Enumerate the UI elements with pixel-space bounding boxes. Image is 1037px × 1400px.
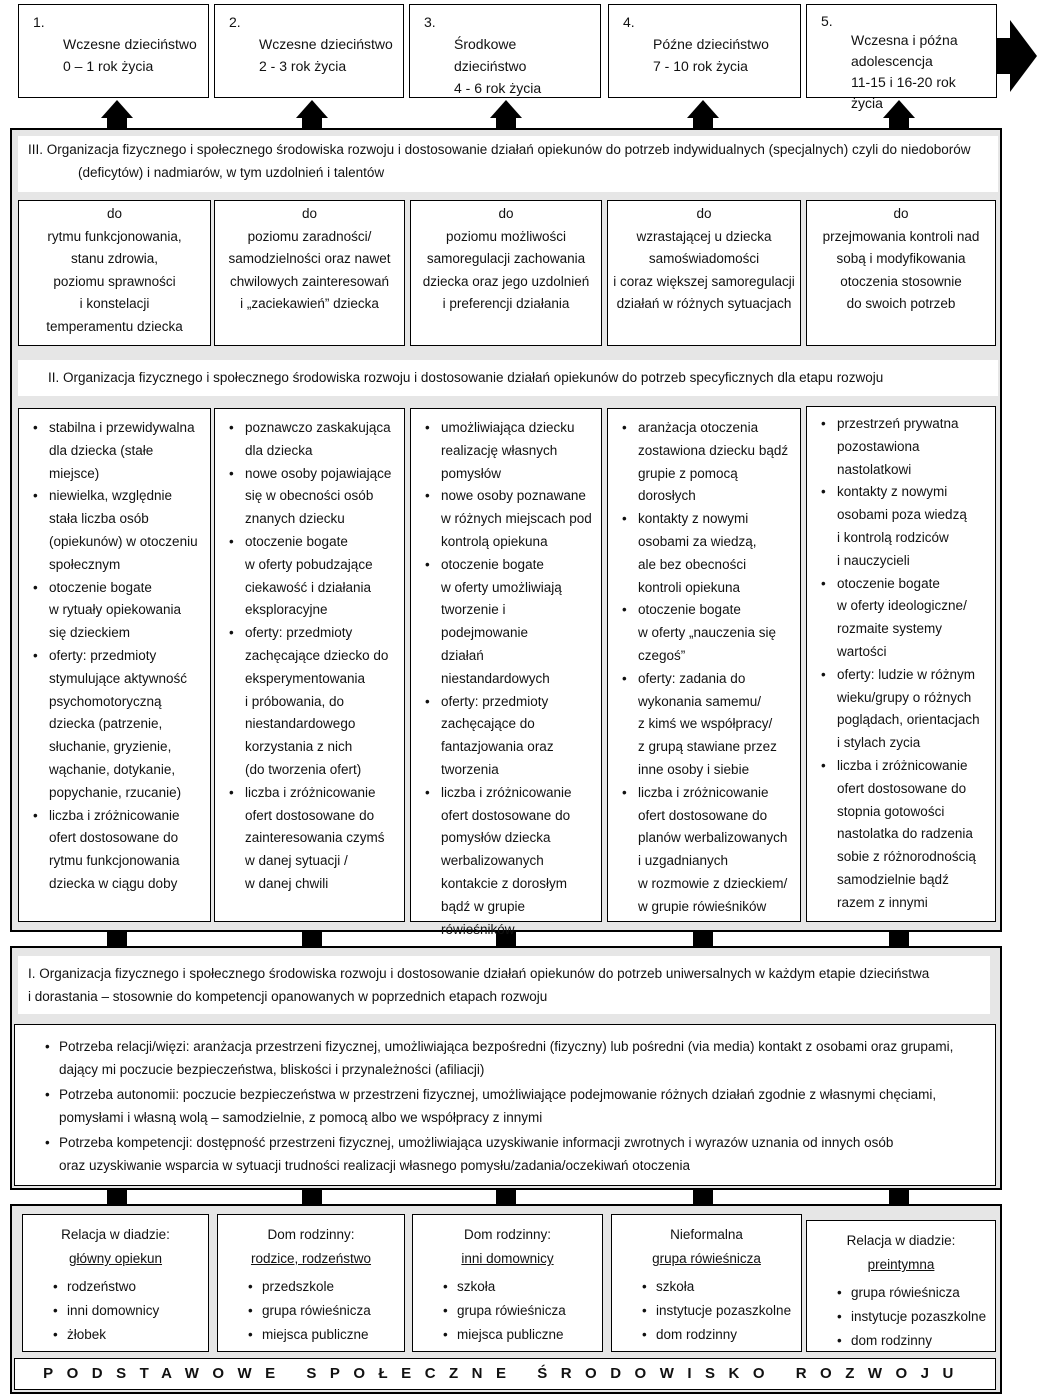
environment-list-item: • szkoła (413, 1275, 602, 1299)
level2-item-line: zainteresowania czymś (245, 830, 385, 846)
level3-cell-line: samoregulacji zachowania (426, 251, 586, 266)
footer-text: PODSTAWOWE SPOŁECZNE ŚRODOWISKO ROZWOJU (43, 1365, 967, 1382)
stage-box (214, 4, 404, 98)
connector-bar (302, 118, 322, 128)
level2-item-line: ofert dostosowane do (638, 807, 768, 823)
level2-item-line: nastolatka do radzenia (837, 826, 973, 842)
level2-item-line: osobami za wiedzą, (638, 533, 757, 549)
environment-subheading: inni domownicy (461, 1251, 554, 1266)
level2-item-line: eksploracyjne (245, 602, 328, 618)
environment-box (806, 1220, 996, 1352)
environment-list-item: • miejsca publiczne (218, 1323, 404, 1347)
environment-list-item: • dom rodzinny (807, 1329, 995, 1353)
level2-item-line: popychanie, rzucanie) (49, 784, 182, 800)
environment-heading: Relacja w diadzie: (846, 1233, 956, 1248)
level2-item-line: nastolatkowi (837, 461, 912, 477)
level2-item-line: • otoczenie bogate (245, 533, 348, 549)
level3-cell (806, 200, 996, 346)
stage-box (409, 4, 601, 98)
level2-item-line: dziecka w ciągu doby (49, 875, 178, 891)
level3-title-line1: III. Organizacja fizycznego i społecznego środowiska rozwoju i dostosowanie działań opiekunów do potrzeb indywidualnych (specjalnych) czyli do niedoborów (28, 142, 971, 157)
connector-bar (496, 118, 516, 128)
environment-list (218, 1275, 404, 1347)
level2-list-item (421, 691, 595, 782)
footer-title (14, 1358, 996, 1390)
level2-item-line: kontroli opiekuna (638, 579, 741, 595)
level2-item-line: z grupą stawiane przez (638, 739, 777, 755)
level2-list-item (618, 508, 794, 599)
level2-list-item (817, 413, 989, 481)
level2-item-line: w danej sytuacji / (245, 853, 348, 869)
level2-list-item (618, 782, 794, 919)
level3-cell-line: i coraz większej samoregulacji (613, 273, 795, 289)
universal-needs-list (45, 1035, 981, 1177)
level2-column (607, 408, 801, 922)
level3-cell-line: i preferencji działania (442, 296, 570, 311)
level3-cell-line: i konstelacji (79, 296, 150, 311)
level2-item-line: bądź w grupie (441, 898, 526, 914)
level2-item-line: i uzgadnianych (638, 853, 729, 869)
level2-item-line: • poznawczo zaskakująca (245, 420, 391, 435)
stage-number: 1. (33, 14, 45, 30)
level2-item-line: • niewielka, względnie (49, 488, 173, 504)
level2-item-line: i kontrolą rodziców (837, 529, 949, 545)
level2-item-line: i stylach zycia (837, 735, 921, 751)
level2-item-line: czegoś” (638, 647, 686, 663)
level2-item-line: słuchanie, gryzienie, (49, 739, 172, 755)
level2-title-text: II. Organizacja fizycznego i społecznego środowiska rozwoju i dostosowanie działań opiekunów do potrzeb specyficznych dla etapu rozwoju (48, 370, 884, 385)
connector-bar (693, 118, 713, 128)
environment-box (611, 1214, 802, 1352)
environment-list-item: • dom rodzinny (612, 1323, 801, 1347)
level2-item-line: • otoczenie bogate (49, 579, 152, 595)
level1-title-line2: i dorastania – stosownie do kompetencji opanowanych w poprzednich etapach rozwoju (28, 989, 548, 1004)
level2-item-line: • oferty: ludzie w różnym (837, 666, 976, 682)
level3-cell-line: do (696, 206, 712, 221)
level2-item-line: ofert dostosowane do (441, 807, 571, 823)
timeline-arrow-icon (996, 20, 1037, 92)
stage-number: 5. (821, 13, 833, 29)
level3-cell-line: temperamentu dziecka (46, 318, 183, 334)
level3-cell (410, 200, 602, 346)
level2-item-line: działań niestandardowych (441, 647, 550, 686)
level2-item-line: w oferty pobudzające (245, 556, 373, 572)
level2-list (29, 417, 204, 896)
level3-cell-line: przejmowania kontroli nad (822, 228, 980, 244)
level2-item-line: (do tworzenia ofert) (245, 761, 362, 777)
level2-item-line: werbalizowanych (441, 853, 544, 869)
level3-cell-line: otoczenia stosownie (840, 273, 962, 289)
level2-item-line: • przestrzeń prywatna (837, 416, 959, 431)
environment-heading: Relacja w diadzie: (61, 1227, 170, 1242)
level2-column (806, 406, 996, 922)
stage-number: 4. (623, 14, 635, 30)
stage-label: Wczesna i późna adolescencja 11-15 i 16-20 rok życia (851, 32, 958, 111)
level2-item-line: korzystania z nich (245, 739, 353, 755)
level2-list-item (421, 554, 595, 691)
level3-cell-line: samoświadomości (648, 251, 760, 266)
environment-subheading: rodzice, rodzeństwo (250, 1251, 372, 1266)
universal-needs-box (14, 1024, 996, 1186)
level2-title (18, 360, 998, 396)
level2-list-item (618, 668, 794, 782)
stage-label: Środkowe dzieciństwo 4 - 6 rok życia (454, 36, 542, 96)
level2-list-item (817, 664, 989, 755)
level3-cell-line: i „zaciekawień” dziecka (240, 296, 379, 311)
level2-list-item (29, 417, 204, 485)
level2-list (817, 413, 989, 915)
level2-item-line: się dzieckiem (49, 625, 131, 641)
connector-bar (889, 118, 909, 128)
environment-list-item: • instytucje pozaszkolne (612, 1299, 801, 1323)
stage-box (806, 4, 997, 111)
level2-item-line: planów werbalizowanych (638, 830, 788, 846)
level2-item-line: wąchanie, dotykanie, (49, 761, 176, 777)
level2-item-line: psychomotoryczną (49, 693, 162, 709)
level2-item-line: • liczba i zróżnicowanie (49, 807, 180, 823)
level3-cell-line: sobą i modyfikowania (836, 251, 966, 266)
level2-item-line: w rytuały opiekowania (49, 602, 182, 618)
environment-list-item: • szkoła (612, 1275, 801, 1299)
level2-item-line: samodzielnie bądź (837, 871, 949, 887)
level2-item-line: stymulujące aktywność (49, 670, 188, 686)
connector-bar (107, 118, 127, 128)
level3-cell-line: do (106, 206, 123, 221)
environment-list-item: • grupa rówieśnicza (413, 1299, 602, 1323)
environment-subheading: główny opiekun (68, 1251, 163, 1266)
environment-list (413, 1275, 602, 1347)
level2-list-item (421, 782, 595, 942)
environment-list-item: • instytucje pozaszkolne (807, 1305, 995, 1329)
level3-cell-line: do (498, 206, 514, 221)
level2-item-line: • otoczenie bogate (441, 556, 544, 572)
level2-column (18, 408, 211, 922)
level2-item-line: w oferty ideologiczne/ (837, 598, 967, 614)
level2-item-line: • oferty: przedmioty (49, 647, 157, 663)
level2-list-item (29, 805, 204, 896)
level3-cell-line: do swoich potrzeb (846, 296, 956, 311)
stage-label: Wczesne dzieciństwo 2 - 3 rok życia (259, 36, 393, 74)
level2-list (618, 417, 794, 919)
environment-list (612, 1275, 801, 1347)
level2-item-line: • umożliwiająca dziecku (441, 420, 575, 435)
level2-item-line: pozostawiona (837, 438, 920, 454)
environment-list-item: • rodzeństwo (23, 1275, 208, 1299)
level2-item-line: realizację własnych (441, 442, 558, 458)
level2-item-line: • aranżacja otoczenia (638, 420, 759, 435)
level2-item-line: pomysłów dziecka (441, 830, 551, 846)
environment-list-item: • grupa rówieśnicza (218, 1299, 404, 1323)
level2-item-line: się w obecności osób (245, 488, 374, 504)
stage-label: Późne dzieciństwo 7 - 10 rok życia (653, 36, 769, 74)
environment-box (412, 1214, 603, 1352)
level3-cell-line: rytmu funkcjonowania, (47, 228, 182, 244)
level2-item-line: dla dziecka (stałe miejsce) (49, 442, 154, 481)
arrow-up-icon (101, 100, 133, 118)
environment-subheading: preintymna (867, 1257, 935, 1272)
universal-need-line: pomysłami i własną wolą – samodzielnie, z pomocą albo we współpracy z innymi (59, 1110, 543, 1125)
level3-cell (214, 200, 405, 346)
environment-box (22, 1214, 209, 1352)
level2-item-line: • oferty: przedmioty (245, 625, 353, 641)
level2-item-line: stała liczba osób (49, 511, 149, 527)
level3-cell-line: stanu zdrowia, (70, 251, 159, 266)
level2-item-line: i próbowania, do (245, 693, 345, 709)
level2-list-item (225, 463, 398, 531)
level3-title-line2: (deficytów) i nadmiarów, w tym uzdolnień i talentów (78, 165, 385, 180)
level2-list-item (225, 417, 398, 463)
universal-need-line: oraz uzyskiwanie wsparcia w sytuacji trudności realizacji własnego pomysłu/zadania/oczekiwań otoczenia (59, 1158, 691, 1173)
level2-item-line: w oferty umożliwiają (441, 579, 562, 595)
level2-item-line: wartości (837, 643, 887, 659)
level2-item-line: pomysłów (441, 465, 502, 481)
stage-number: 2. (229, 14, 241, 30)
level2-list-item (29, 577, 204, 645)
level2-item-line: kontrolą opiekuna (441, 533, 548, 549)
level2-list-item (29, 645, 204, 805)
environment-heading: Dom rodzinny: (463, 1227, 552, 1242)
level2-item-line: • kontakty z nowymi (837, 484, 948, 500)
level2-list-item (618, 417, 794, 508)
universal-need-item (45, 1035, 981, 1081)
level2-item-line: osobami poza wiedzą (837, 507, 967, 523)
level2-item-line: rytmu funkcjonowania (49, 853, 180, 869)
level2-item-line: • liczba i zróżnicowanie (638, 784, 769, 800)
environment-list-item: • przedszkole (218, 1275, 404, 1299)
level2-list-item (817, 481, 989, 572)
environment-list-item: • miejsca publiczne (413, 1323, 602, 1347)
level3-cell-line: wzrastającej u dziecka (636, 228, 772, 244)
level2-item-line: dla dziecka (245, 442, 313, 458)
environment-box (217, 1214, 405, 1352)
level2-list-item (421, 485, 595, 553)
level3-cell (18, 200, 211, 346)
stage-label: Wczesne dzieciństwo 0 – 1 rok życia (63, 36, 197, 74)
level2-item-line: w różnych miejscach pod (441, 511, 592, 527)
level2-item-line: ofert dostosowane do (245, 807, 375, 823)
level2-item-line: rozmaite systemy (837, 621, 943, 637)
level2-item-line: • nowe osoby pojawiające (245, 465, 392, 481)
level2-item-line: (opiekunów) w otoczeniu (49, 533, 198, 549)
environment-list (807, 1281, 995, 1353)
level2-list (421, 417, 595, 941)
level2-item-line: niestandardowego (245, 716, 356, 732)
arrow-up-icon (296, 100, 328, 118)
level2-item-line: ale bez obecności (638, 556, 747, 572)
universal-need-line: dający mi poczucie bezpieczeństwa, bliskości i przynależności (afiliacji) (59, 1062, 485, 1077)
level2-item-line: w rozmowie z dzieckiem/ (638, 875, 788, 891)
stage-number: 3. (424, 14, 436, 30)
environment-list-item: • żłobek (23, 1323, 208, 1347)
level2-list-item (618, 599, 794, 667)
stage-box (608, 4, 801, 98)
level2-item-line: społecznym (49, 556, 121, 572)
level2-item-line: ofert dostosowane do (49, 830, 179, 846)
level3-cell-line: poziomu zaradności/ (247, 228, 372, 244)
level2-column (214, 408, 405, 922)
level3-cell-line: samodzielności oraz nawet (228, 251, 391, 266)
level2-item-line: zachęcające do (441, 716, 535, 732)
level2-item-line: • liczba i zróżnicowanie (441, 784, 572, 800)
level2-item-line: znanych dziecku (245, 511, 345, 527)
level3-cell (607, 200, 801, 346)
level3-cell-line: chwilowych zainteresowań (229, 273, 390, 289)
environment-list-item: • grupa rówieśnicza (807, 1281, 995, 1305)
stage-box (18, 4, 209, 98)
level2-item-line: • oferty: przedmioty (441, 693, 549, 709)
level2-item-line: • otoczenie bogate (638, 602, 741, 618)
level2-item-line: ciekawość i działania (245, 579, 372, 595)
level2-item-line: tworzenia (441, 761, 499, 777)
level2-item-line: • liczba i zróżnicowanie (837, 757, 968, 773)
level2-list-item (817, 573, 989, 664)
environment-list (23, 1275, 208, 1347)
level2-item-line: fantazjowania oraz (441, 739, 554, 755)
level2-list-item (225, 782, 398, 896)
level2-item-line: rówieśników (441, 921, 515, 937)
level2-list-item (225, 622, 398, 782)
universal-need-line: • Potrzeba autonomii: poczucie bezpieczeństwa w przestrzeni fizycznej, umożliwiające podejmowanie różnych działań zgodnie z własnymi chęciami, (59, 1087, 937, 1102)
environment-heading: Nieformalna (670, 1227, 743, 1242)
level2-column (410, 408, 602, 937)
arrow-up-icon (490, 100, 522, 118)
level3-cell-line: do (301, 206, 318, 221)
level2-item-line: w oferty „nauczenia się (638, 625, 777, 641)
level3-cell-line: dziecka oraz jego uzdolnień (422, 273, 590, 289)
level2-item-line: w danej chwili (245, 875, 329, 891)
level2-item-line: eksperymentowania (245, 670, 366, 686)
level3-title (18, 136, 998, 192)
level2-list-item (225, 531, 398, 622)
level2-item-line: stopnia gotowości (837, 803, 945, 819)
level1-title (18, 956, 990, 1014)
level2-item-line: grupie z pomocą dorosłych (638, 465, 738, 504)
level2-item-line: inne osoby i siebie (638, 761, 750, 777)
level2-item-line: wieku/grupy o różnych (837, 689, 972, 705)
level2-list-item (29, 485, 204, 576)
level3-cell-line: działań w różnych sytuacjach (616, 296, 792, 311)
level3-cell-line: do (893, 206, 909, 221)
level1-title-line1: I. Organizacja fizycznego i społecznego środowiska rozwoju i dostosowanie działań opiekunów do potrzeb uniwersalnych w każdym etapie dzieciństwa (28, 966, 930, 981)
level2-item-line: razem z innymi (837, 894, 928, 910)
arrow-up-icon (687, 100, 719, 118)
level2-item-line: • oferty: zadania do (638, 670, 746, 686)
level2-item-line: • nowe osoby poznawane (441, 488, 586, 504)
level2-item-line: • liczba i zróżnicowanie (245, 784, 376, 800)
level2-item-line: • kontakty z nowymi (638, 511, 749, 527)
level3-cell-line: poziomu możliwości (445, 228, 567, 244)
universal-need-line: • Potrzeba kompetencji: dostępność przestrzeni fizycznej, umożliwiająca uzyskiwanie informacji zwrotnych i wyrazów uznania od innych osób (59, 1135, 894, 1150)
level2-list-item (421, 417, 595, 485)
level2-item-line: sobie z różnorodnością (837, 849, 976, 865)
level2-item-line: wykonania samemu/ (638, 693, 762, 709)
environment-list-item: • inni domownicy (23, 1299, 208, 1323)
level2-item-line: dziecka (patrzenie, (49, 716, 163, 732)
universal-need-line: • Potrzeba relacji/więzi: aranżacja przestrzeni fizycznej, umożliwiająca bezpośredni (fizyczny) lub pośredni (via media) kontakt z osobami oraz grupami, (59, 1039, 954, 1054)
level2-item-line: kontakcie z dorosłym (441, 875, 568, 891)
level2-item-line: zostawiona dziecku bądź (638, 442, 789, 458)
level2-item-line: tworzenie i podejmowanie (441, 602, 529, 641)
level2-list (225, 417, 398, 896)
level2-item-line: ofert dostosowane do (837, 780, 967, 796)
universal-need-item (45, 1083, 981, 1129)
level2-item-line: • otoczenie bogate (837, 575, 940, 591)
environment-heading: Dom rodzinny: (267, 1227, 355, 1242)
level2-item-line: z kimś we współpracy/ (638, 716, 773, 732)
level3-cell-line: poziomu sprawności (53, 273, 176, 289)
level2-item-line: poglądach, orientacjach (837, 712, 980, 728)
level2-item-line: zachęcające dziecko do (245, 647, 389, 663)
environment-subheading: grupa rówieśnicza (652, 1251, 761, 1266)
level2-item-line: i nauczycieli (837, 552, 910, 568)
level2-item-line: • stabilna i przewidywalna (49, 420, 195, 435)
universal-need-item (45, 1131, 981, 1177)
level2-list-item (817, 755, 989, 915)
level2-item-line: w grupie rówieśników (638, 898, 767, 914)
